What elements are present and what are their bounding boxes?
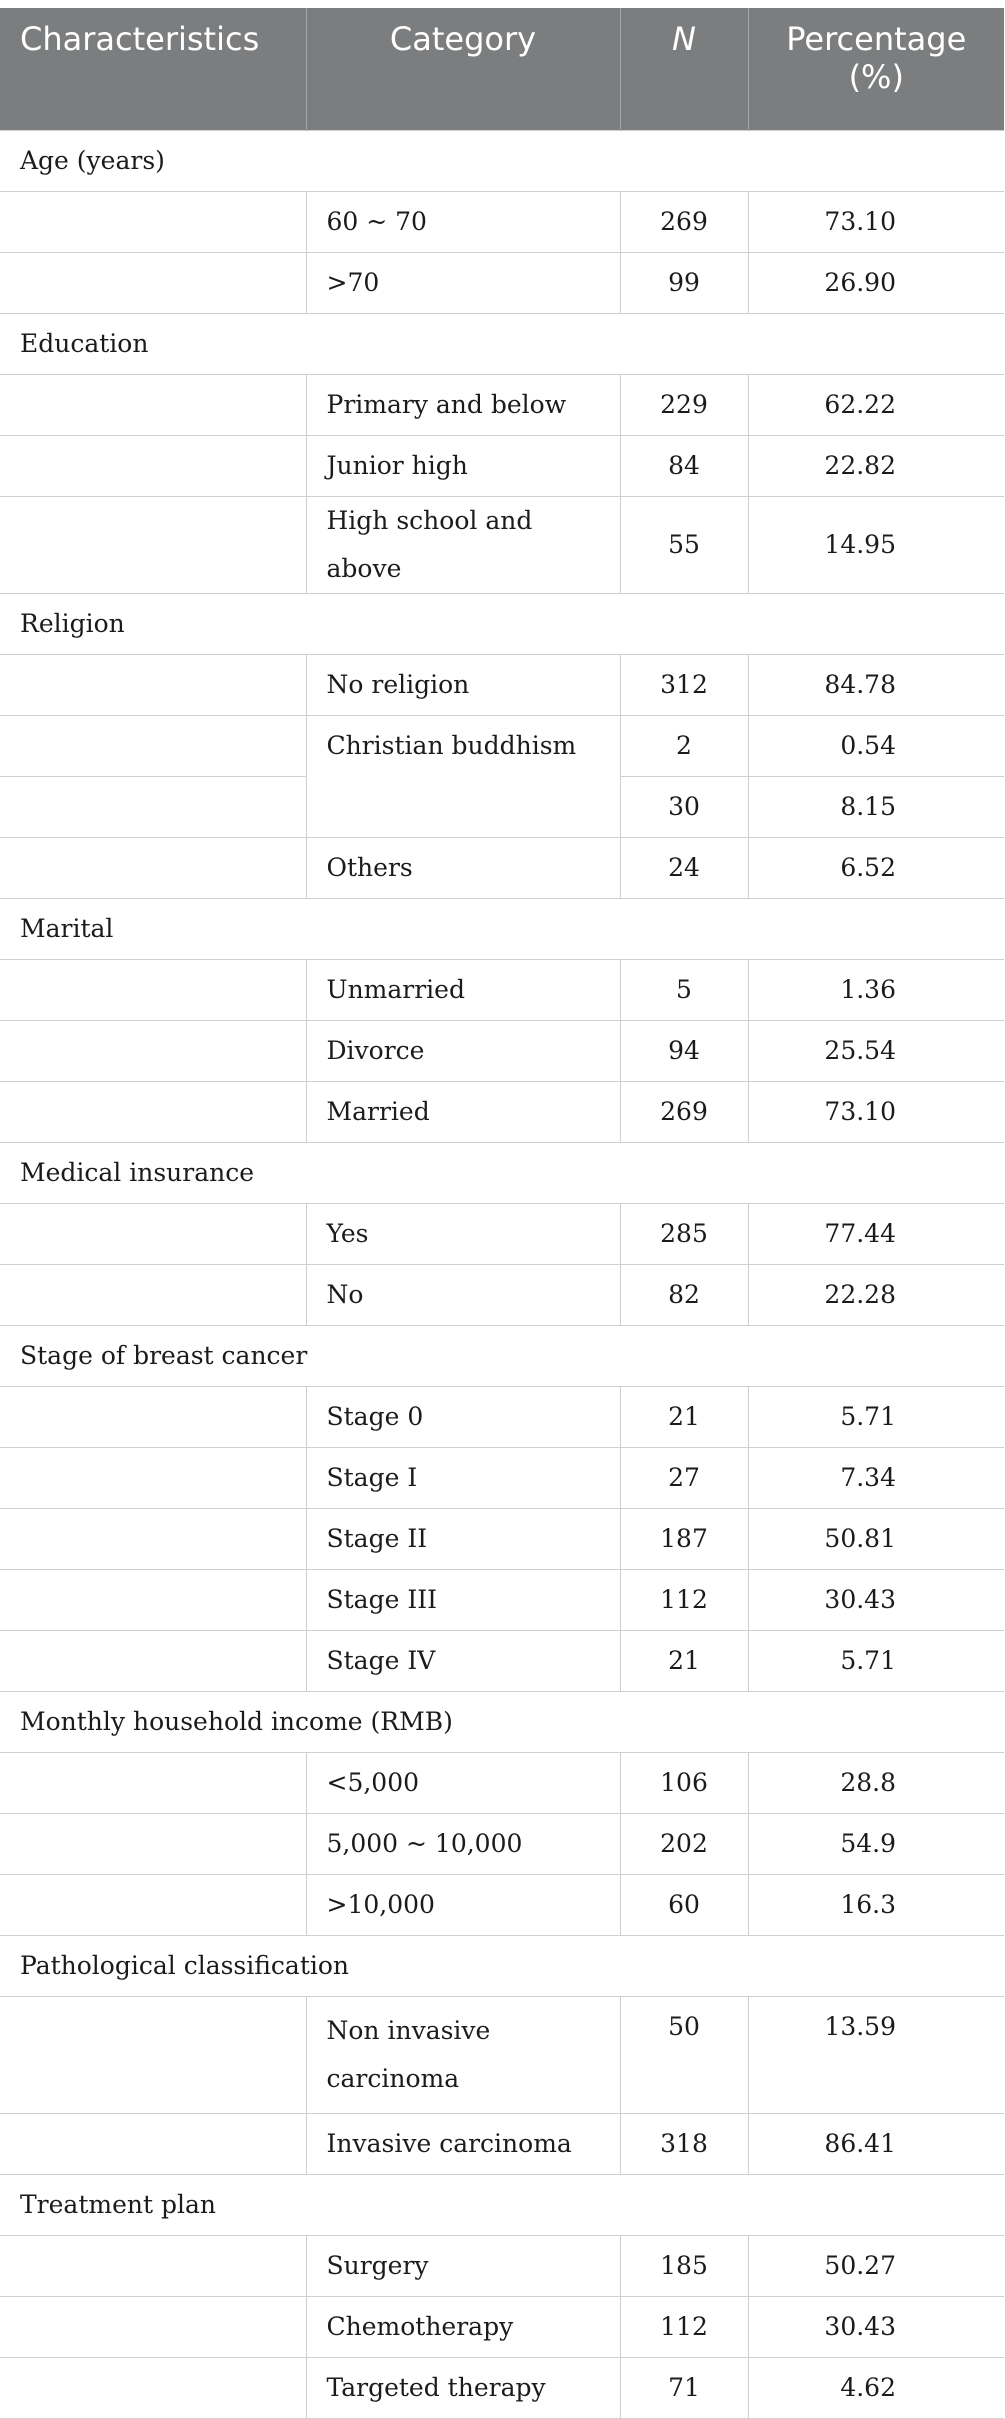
percentage-cell: 5.71 bbox=[748, 1387, 1004, 1448]
group-row-insurance bbox=[0, 1143, 1004, 1204]
table-row bbox=[0, 1631, 1004, 1692]
n-cell: 187 bbox=[620, 1509, 748, 1570]
category-cell: Yes bbox=[306, 1204, 620, 1265]
table-row bbox=[0, 436, 1004, 497]
n-cell: 24 bbox=[620, 838, 748, 899]
n-cell: 269 bbox=[620, 1082, 748, 1143]
header-n: N bbox=[620, 8, 748, 131]
category-cell: Divorce bbox=[306, 1021, 620, 1082]
category-cell: Stage III bbox=[306, 1570, 620, 1631]
table-row bbox=[0, 1997, 1004, 2114]
group-row-marital bbox=[0, 899, 1004, 960]
category-cell: Non invasive carcinoma bbox=[306, 1997, 620, 2114]
n-cell: 30 bbox=[620, 777, 748, 838]
n-cell: 269 bbox=[620, 192, 748, 253]
table-row bbox=[0, 1021, 1004, 1082]
category-cell: >10,000 bbox=[306, 1875, 620, 1936]
n-cell: 82 bbox=[620, 1265, 748, 1326]
characteristics-table bbox=[0, 8, 1004, 2419]
table-row bbox=[0, 1753, 1004, 1814]
group-label-age: Age (years) bbox=[0, 131, 1004, 192]
group-row-treatment bbox=[0, 2175, 1004, 2236]
percentage-cell: 4.62 bbox=[748, 2358, 1004, 2419]
percentage-cell: 16.3 bbox=[748, 1875, 1004, 1936]
percentage-cell: 77.44 bbox=[748, 1204, 1004, 1265]
percentage-cell: 28.8 bbox=[748, 1753, 1004, 1814]
group-label-religion: Religion bbox=[0, 594, 1004, 655]
percentage-cell: 8.15 bbox=[748, 777, 1004, 838]
n-cell: 312 bbox=[620, 655, 748, 716]
table-row bbox=[0, 1448, 1004, 1509]
n-cell: 21 bbox=[620, 1631, 748, 1692]
group-row-stage bbox=[0, 1326, 1004, 1387]
table-row bbox=[0, 1875, 1004, 1936]
table-row bbox=[0, 1570, 1004, 1631]
table-row bbox=[0, 2114, 1004, 2175]
header-category: Category bbox=[306, 8, 620, 131]
percentage-cell: 84.78 bbox=[748, 655, 1004, 716]
category-cell: Targeted therapy bbox=[306, 2358, 620, 2419]
percentage-cell: 50.81 bbox=[748, 1509, 1004, 1570]
n-cell: 99 bbox=[620, 253, 748, 314]
table-row bbox=[0, 192, 1004, 253]
group-row-income bbox=[0, 1692, 1004, 1753]
n-cell: 5 bbox=[620, 960, 748, 1021]
category-cell: Chemotherapy bbox=[306, 2297, 620, 2358]
group-row-education bbox=[0, 314, 1004, 375]
percentage-cell: 26.90 bbox=[748, 253, 1004, 314]
n-cell: 2 bbox=[620, 716, 748, 777]
n-cell: 21 bbox=[620, 1387, 748, 1448]
table-row bbox=[0, 960, 1004, 1021]
group-label-insurance: Medical insurance bbox=[0, 1143, 1004, 1204]
category-cell: Stage II bbox=[306, 1509, 620, 1570]
n-cell: 71 bbox=[620, 2358, 748, 2419]
table-row bbox=[0, 2236, 1004, 2297]
table-row bbox=[0, 1387, 1004, 1448]
group-row-age bbox=[0, 131, 1004, 192]
percentage-cell: 13.59 bbox=[748, 1997, 1004, 2114]
category-cell: <5,000 bbox=[306, 1753, 620, 1814]
table-row bbox=[0, 2358, 1004, 2419]
n-cell: 55 bbox=[620, 497, 748, 594]
table-row bbox=[0, 1265, 1004, 1326]
percentage-cell: 73.10 bbox=[748, 192, 1004, 253]
percentage-cell: 5.71 bbox=[748, 1631, 1004, 1692]
table-row bbox=[0, 1814, 1004, 1875]
table-row bbox=[0, 655, 1004, 716]
n-cell: 50 bbox=[620, 1997, 748, 2114]
header-characteristics: Characteristics bbox=[0, 8, 306, 131]
category-cell: Christian buddhism bbox=[306, 716, 620, 838]
n-cell: 229 bbox=[620, 375, 748, 436]
group-label-marital: Marital bbox=[0, 899, 1004, 960]
table-row bbox=[0, 1509, 1004, 1570]
table-row bbox=[0, 838, 1004, 899]
percentage-cell: 6.52 bbox=[748, 838, 1004, 899]
category-cell: Stage 0 bbox=[306, 1387, 620, 1448]
category-cell: Married bbox=[306, 1082, 620, 1143]
percentage-cell: 30.43 bbox=[748, 1570, 1004, 1631]
group-label-pathology: Pathological classification bbox=[0, 1936, 1004, 1997]
percentage-cell: 1.36 bbox=[748, 960, 1004, 1021]
category-cell: No bbox=[306, 1265, 620, 1326]
n-cell: 27 bbox=[620, 1448, 748, 1509]
category-cell: Stage I bbox=[306, 1448, 620, 1509]
table-row bbox=[0, 2297, 1004, 2358]
percentage-cell: 25.54 bbox=[748, 1021, 1004, 1082]
table-row bbox=[0, 375, 1004, 436]
percentage-cell: 7.34 bbox=[748, 1448, 1004, 1509]
n-cell: 106 bbox=[620, 1753, 748, 1814]
category-cell: 60 ~ 70 bbox=[306, 192, 620, 253]
category-cell: 5,000 ~ 10,000 bbox=[306, 1814, 620, 1875]
n-cell: 318 bbox=[620, 2114, 748, 2175]
percentage-cell: 30.43 bbox=[748, 2297, 1004, 2358]
group-label-education: Education bbox=[0, 314, 1004, 375]
n-cell: 60 bbox=[620, 1875, 748, 1936]
percentage-cell: 14.95 bbox=[748, 497, 1004, 594]
table-row bbox=[0, 253, 1004, 314]
percentage-cell: 22.82 bbox=[748, 436, 1004, 497]
group-row-religion bbox=[0, 594, 1004, 655]
header-row bbox=[0, 8, 1004, 131]
n-cell: 84 bbox=[620, 436, 748, 497]
percentage-cell: 54.9 bbox=[748, 1814, 1004, 1875]
category-cell: High school and above bbox=[306, 497, 620, 594]
header-percentage: Percentage (%) bbox=[748, 8, 1004, 131]
n-cell: 112 bbox=[620, 1570, 748, 1631]
category-cell: No religion bbox=[306, 655, 620, 716]
percentage-cell: 86.41 bbox=[748, 2114, 1004, 2175]
n-cell: 112 bbox=[620, 2297, 748, 2358]
percentage-cell: 62.22 bbox=[748, 375, 1004, 436]
group-label-income: Monthly household income (RMB) bbox=[0, 1692, 1004, 1753]
category-cell: Unmarried bbox=[306, 960, 620, 1021]
category-cell: >70 bbox=[306, 253, 620, 314]
n-cell: 202 bbox=[620, 1814, 748, 1875]
table-row bbox=[0, 1204, 1004, 1265]
percentage-cell: 50.27 bbox=[748, 2236, 1004, 2297]
category-cell: Junior high bbox=[306, 436, 620, 497]
category-cell: Others bbox=[306, 838, 620, 899]
percentage-cell: 22.28 bbox=[748, 1265, 1004, 1326]
table-row bbox=[0, 1082, 1004, 1143]
n-cell: 94 bbox=[620, 1021, 748, 1082]
category-cell: Invasive carcinoma bbox=[306, 2114, 620, 2175]
percentage-cell: 73.10 bbox=[748, 1082, 1004, 1143]
group-row-pathology bbox=[0, 1936, 1004, 1997]
category-cell: Primary and below bbox=[306, 375, 620, 436]
n-cell: 185 bbox=[620, 2236, 748, 2297]
group-label-treatment: Treatment plan bbox=[0, 2175, 1004, 2236]
group-label-stage: Stage of breast cancer bbox=[0, 1326, 1004, 1387]
category-cell: Surgery bbox=[306, 2236, 620, 2297]
table-row bbox=[0, 497, 1004, 594]
n-cell: 285 bbox=[620, 1204, 748, 1265]
category-cell: Stage IV bbox=[306, 1631, 620, 1692]
table-row bbox=[0, 716, 1004, 777]
percentage-cell: 0.54 bbox=[748, 716, 1004, 777]
